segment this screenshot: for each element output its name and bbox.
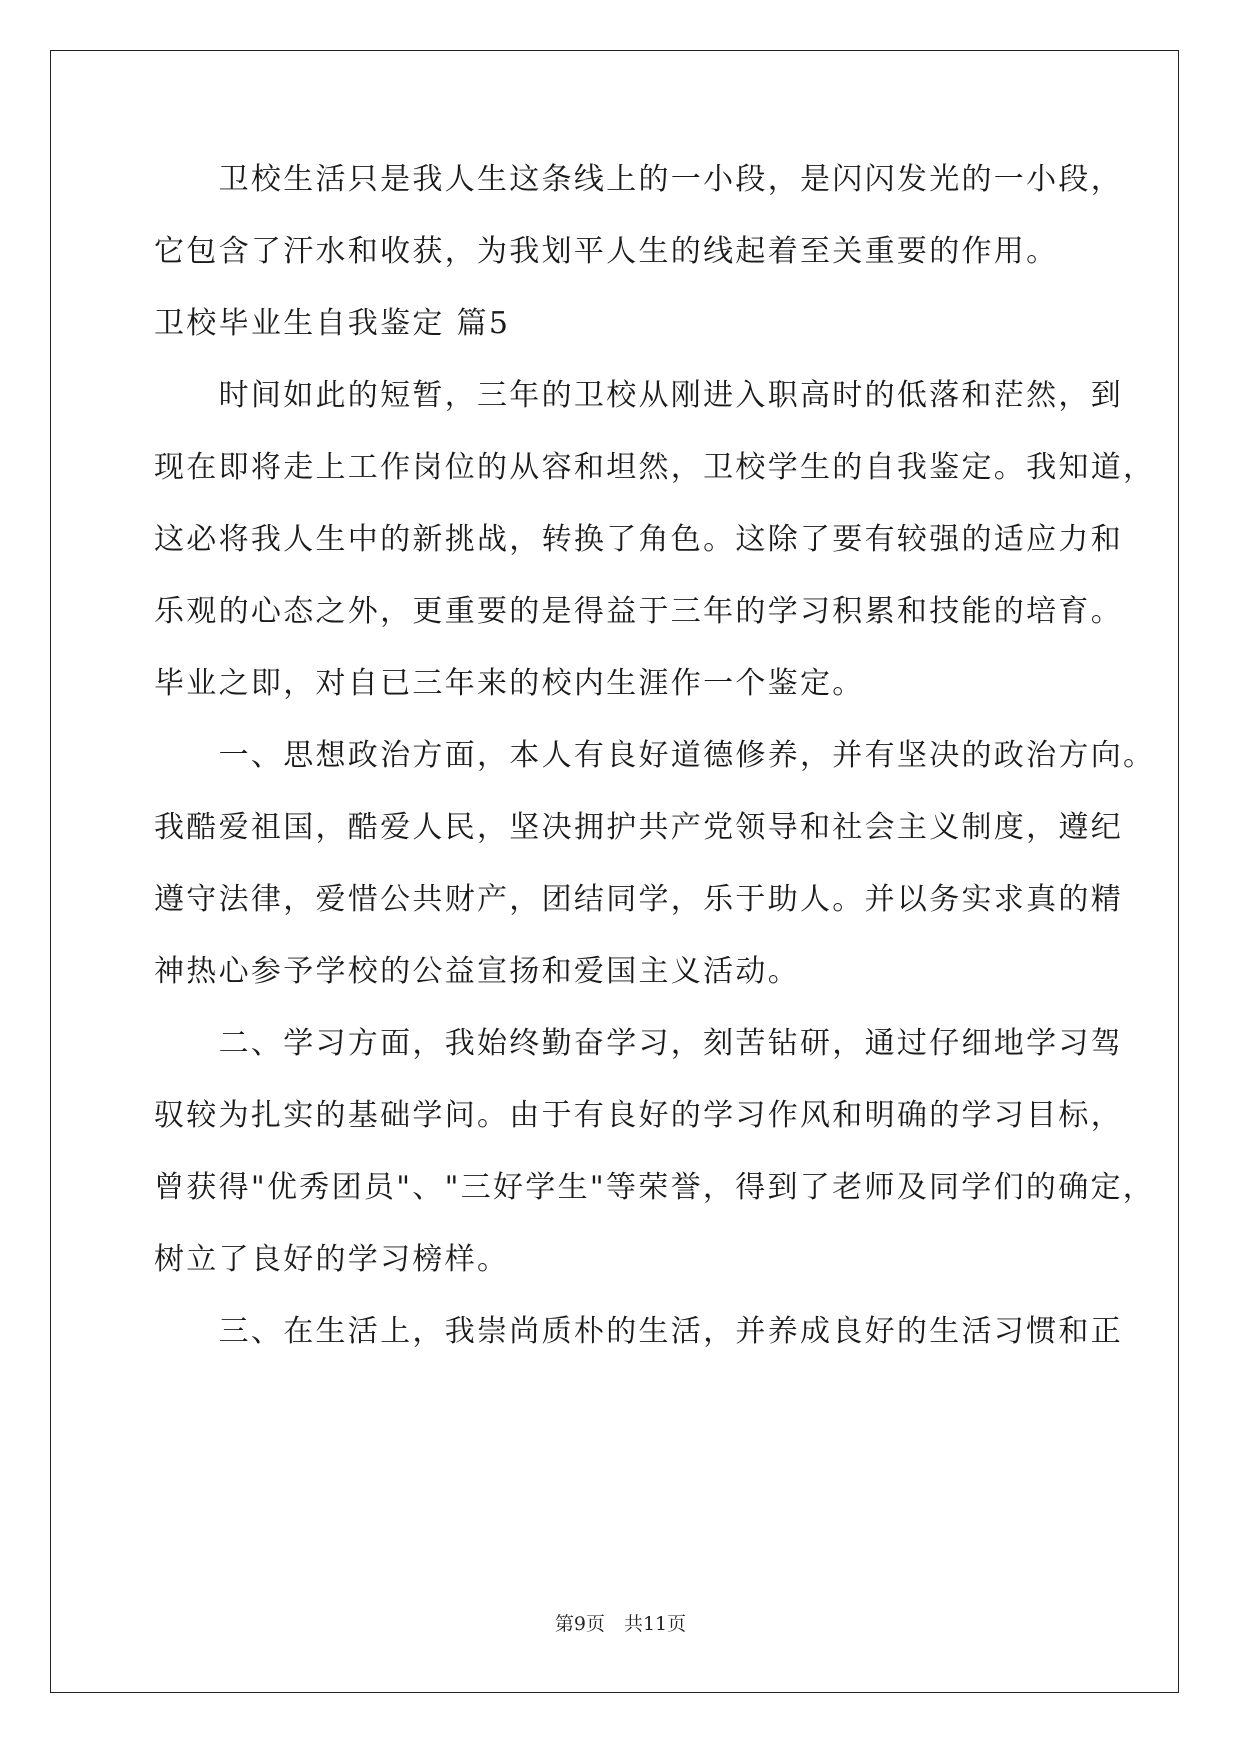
paragraph-line: 现在即将走上工作岗位的从容和坦然，卫校学生的自我鉴定。我知道， [154,450,1156,485]
paragraph-line: 我酷爱祖国，酷爱人民，坚决拥护共产党领导和社会主义制度，遵纪 [154,810,1123,845]
paragraph-line: 树立了良好的学习榜样。 [154,1242,510,1277]
page-number-footer: 第9页 共11页 [554,1613,687,1635]
paragraph-line: 曾获得"优秀团员"、"三好学生"等荣誉，得到了老师及同学们的确定， [154,1170,1156,1205]
paragraph-line: 神热心参予学校的公益宣扬和爱国主义活动。 [154,954,800,989]
page-border [50,50,1179,1693]
paragraph-line: 毕业之即，对自已三年来的校内生涯作一个鉴定。 [154,666,865,701]
paragraph-line: 时间如此的短暂，三年的卫校从刚进入职高时的低落和茫然，到 [154,378,1123,413]
paragraph-line: 二、学习方面，我始终勤奋学习，刻苦钻研，通过仔细地学习驾 [154,1026,1123,1061]
section-heading: 卫校毕业生自我鉴定 篇5 [154,306,511,341]
paragraph-line: 乐观的心态之外，更重要的是得益于三年的学习积累和技能的培育。 [154,594,1123,629]
paragraph-line: 这必将我人生中的新挑战，转换了角色。这除了要有较强的适应力和 [154,522,1123,557]
paragraph-line: 驭较为扎实的基础学问。由于有良好的学习作风和明确的学习目标， [154,1098,1123,1133]
paragraph-line: 一、思想政治方面，本人有良好道德修养，并有坚决的政治方向。 [154,738,1156,773]
paragraph-line: 三、在生活上，我崇尚质朴的生活，并养成良好的生活习惯和正 [154,1314,1123,1349]
paragraph-line: 卫校生活只是我人生这条线上的一小段，是闪闪发光的一小段， [154,162,1123,197]
paragraph-line: 遵守法律，爱惜公共财产，团结同学，乐于助人。并以务实求真的精 [154,882,1123,917]
paragraph-line: 它包含了汗水和收获，为我划平人生的线起着至关重要的作用。 [154,234,1059,269]
